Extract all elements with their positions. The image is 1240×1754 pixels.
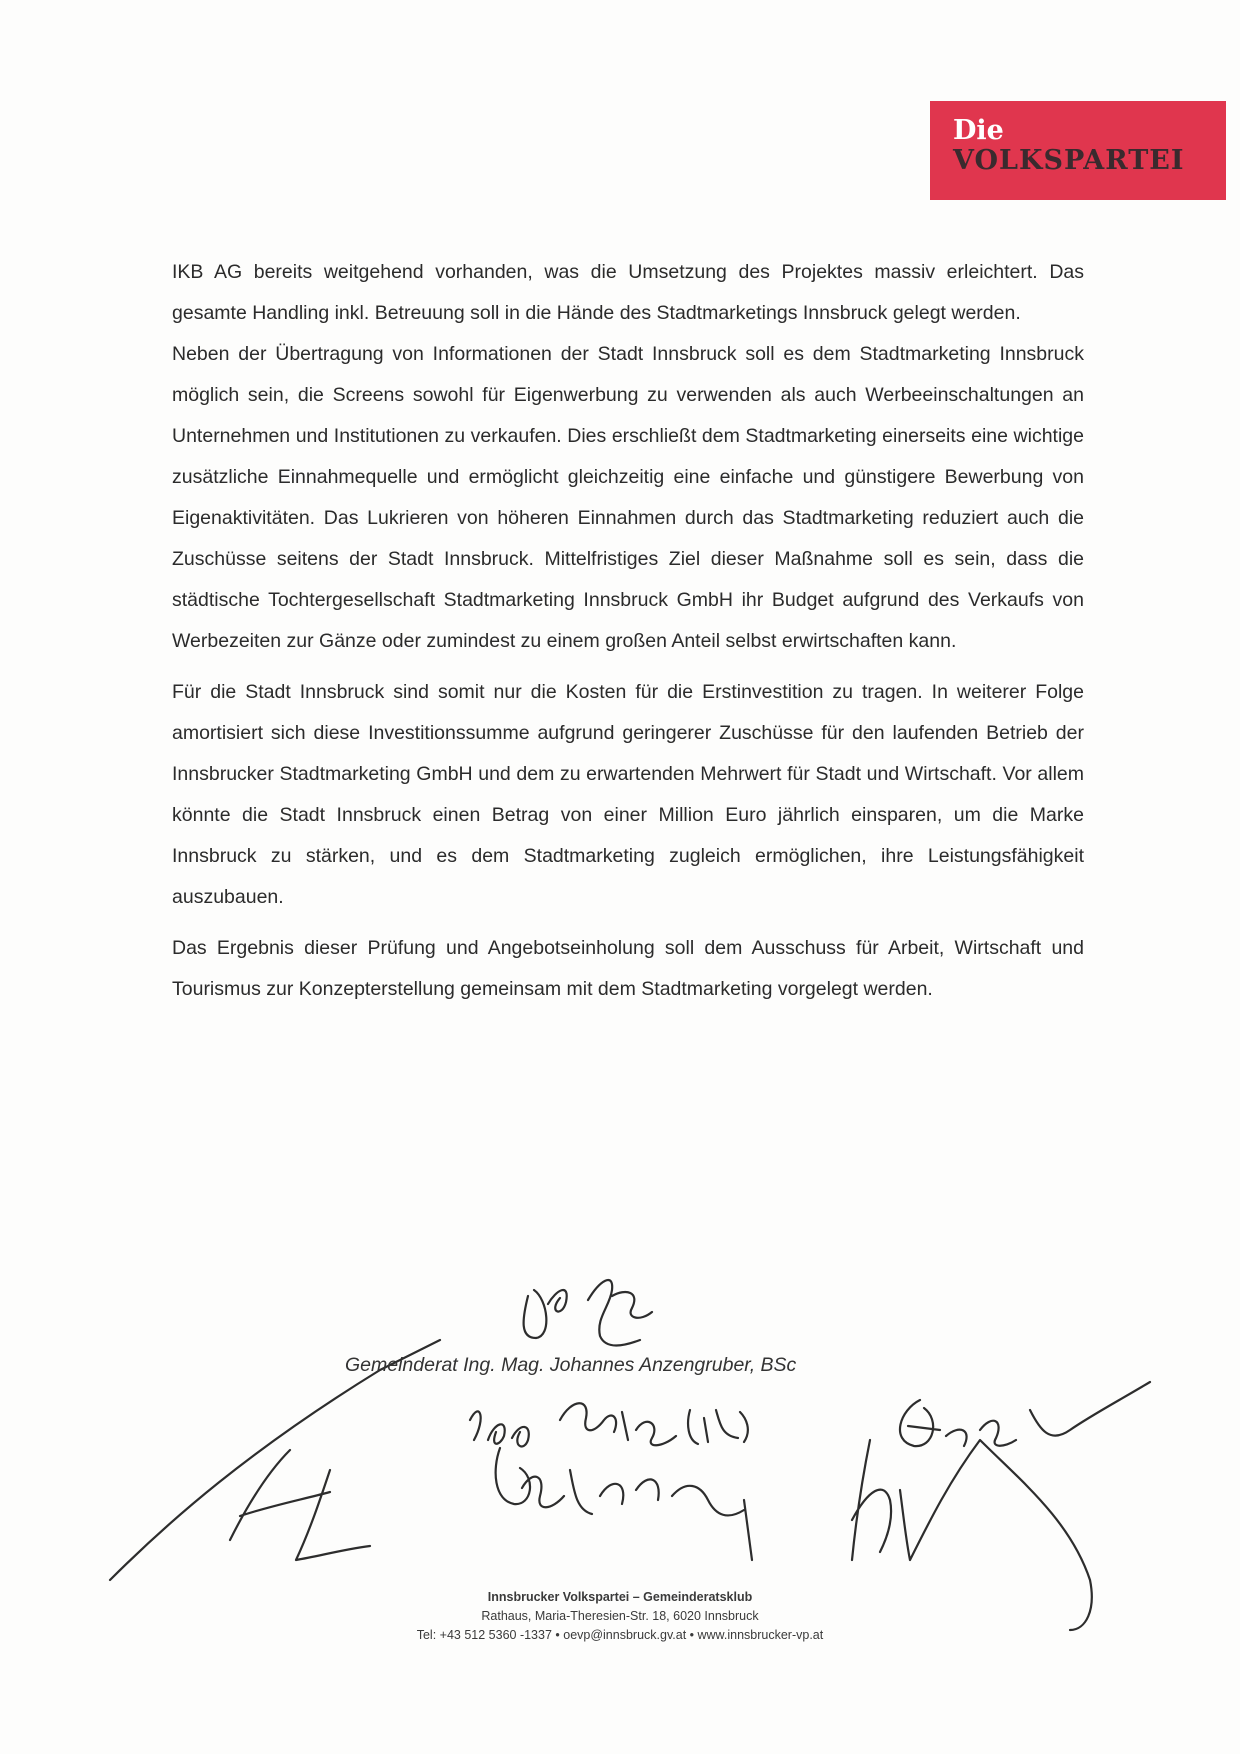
paragraph-3: Für die Stadt Innsbruck sind somit nur die Kosten für die Erstinvestition zu tragen. In weiterer Folge amortisiert sich diese Investitionssumme aufgrund geringerer Zuschüsse für den laufenden Betrieb der Innsbrucker Stadtmarketing GmbH und dem zu erwartenden Mehrwert für Stadt und Wirtschaft. Vor allem könnte die Stadt Innsbruck einen Betrag von einer Million Euro jährlich einsparen, um die Marke Innsbruck zu stärken, und es dem Stadtmarketing zugleich ermöglichen, ihre Leistungsfähigkeit auszubauen. [172, 681, 1084, 908]
footer-org: Innsbrucker Volkspartei – Gemeinderatsklub [487, 1590, 753, 1604]
footer-address: Rathaus, Maria-Theresien-Str. 18, 6020 Innsbruck [481, 1609, 759, 1623]
signature-fifth [496, 1448, 752, 1560]
footer-contact: Tel: +43 512 5360 -1337 • oevp@innsbruck.gv.at • www.innsbrucker-vp.at [416, 1628, 824, 1642]
paragraph-4: Das Ergebnis dieser Prüfung und Angebotseinholung soll dem Ausschuss für Arbeit, Wirtschaft und Tourismus zur Konzepterstellung gemeinsam mit dem Stadtmarketing vorgelegt werden. [172, 937, 1084, 1000]
footer [0, 1588, 1240, 1645]
paragraph-2: Neben der Übertragung von Informationen der Stadt Innsbruck soll es dem Stadtmarketing Innsbruck möglich sein, die Screens sowohl für Eigenwerbung zu verwenden als auch Werbeeinschaltungen an Unternehmen und Institutionen zu verkaufen. Dies erschließt dem Stadtmarketing einerseits eine wichtige zusätzliche Einnahmequelle und ermöglicht gleichzeitig eine einfache und günstigere Bewerbung von Eigenaktivitäten. Das Lukrieren von höheren Einnahmen durch das Stadtmarketing reduziert auch die Zuschüsse seitens der Stadt Innsbruck. Mittelfristiges Ziel dieser Maßnahme soll es sein, dass die städtische Tochtergesellschaft Stadtmarketing Innsbruck GmbH ihr Budget aufgrund des Verkaufs von Werbezeiten zur Gänze oder zumindest zu einem großen Anteil selbst erwirtschaften kann. [172, 343, 1084, 652]
signature-third [900, 1382, 1150, 1446]
signature-anzengruber [524, 1280, 652, 1346]
signer-name: Gemeinderat Ing. Mag. Johannes Anzengruber, BSc [345, 1354, 797, 1376]
signature-second [470, 1403, 748, 1446]
logo-line-volkspartei: VOLKSPARTEI [953, 145, 1185, 176]
logo-line-die: Die [953, 115, 1004, 146]
paragraph-1: IKB AG bereits weitgehend vorhanden, was die Umsetzung des Projektes massiv erleichtert. Das gesamte Handling inkl. Betreuung soll in die Hände des Stadtmarketings Innsbruck gelegt werden. [172, 261, 1084, 324]
